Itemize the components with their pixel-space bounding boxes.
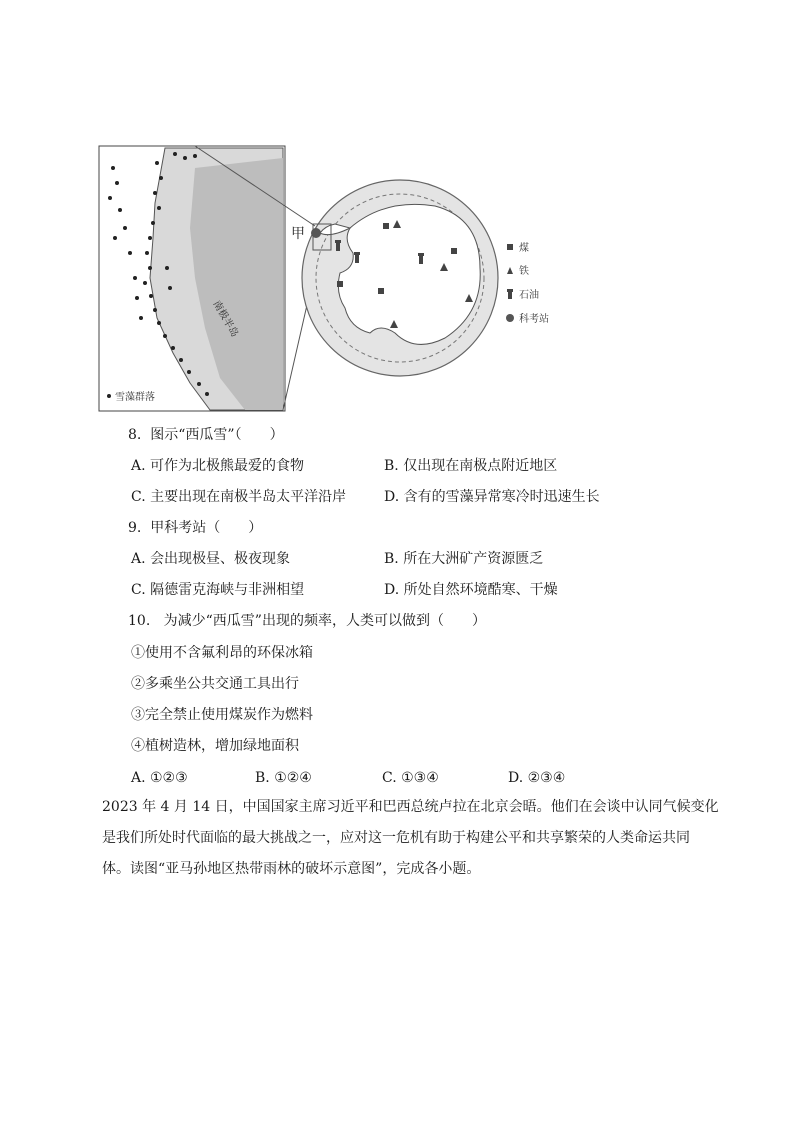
peninsula-label: 南极半岛 [210,299,240,340]
iron-icon [507,267,513,274]
map-legend [506,241,549,325]
station-icon [506,314,514,322]
question-stem: 甲科考站（ ） [150,520,263,536]
antarctica-map-figure [95,128,605,418]
q10-statement-4: ④植树造林，增加绿地面积 [131,738,299,754]
q10-option-c: C. ①③④ [382,770,439,786]
inset-legend-label: 雪藻群落 [115,392,155,403]
question-8-stem [128,425,284,445]
passage-line-1: 2023 年 4 月 14 日，中国国家主席习近平和巴西总统卢拉在北京会晤。他们在会谈中认同气候变化 [102,799,719,815]
legend-station: 科考站 [519,314,549,325]
passage-line-3: 体。读图“亚马孙地区热带雨林的破坏示意图”，完成各小题。 [102,861,481,877]
antarctica-continent [338,204,480,344]
question-10-stem [128,611,486,631]
question-stem: 为减少“西瓜雪”出现的频率，人类可以做到（ ） [163,613,486,629]
question-number: 10. [128,613,151,629]
q10-option-a: A. ①②③ [131,770,188,786]
q9-option-d: D. 所处自然环境酷寒、干燥 [384,582,558,598]
legend-coal: 煤 [519,243,529,254]
q10-statement-3: ③完全禁止使用煤炭作为燃料 [131,707,313,723]
q8-option-d: D. 含有的雪藻异常寒冷时迅速生长 [384,489,600,505]
question-number: 9. [128,520,142,536]
q10-statement-1: ①使用不含氟利昂的环保冰箱 [131,645,313,661]
question-9-stem [128,518,262,538]
question-number: 8. [128,427,142,443]
q10-option-d: D. ②③④ [508,770,566,786]
legend-iron: 铁 [519,266,529,277]
legend-oil: 石油 [519,290,539,301]
station-jia-marker [311,228,321,238]
passage-line-2: 是我们所处时代面临的最大挑战之一，应对这一危机有助于构建公平和共享繁荣的人类命运共同 [102,830,690,846]
q9-option-c: C. 隔德雷克海峡与非洲相望 [131,582,305,598]
q10-statement-2: ②多乘坐公共交通工具出行 [131,676,299,692]
q8-option-a: A. 可作为北极熊最爱的食物 [131,458,305,474]
q9-option-b: B. 所在大洲矿产资源匮乏 [384,551,544,567]
q8-option-b: B. 仅出现在南极点附近地区 [384,458,558,474]
q8-option-c: C. 主要出现在南极半岛太平洋沿岸 [131,489,347,505]
coal-icon [507,244,513,250]
q10-option-b: B. ①②④ [255,770,312,786]
station-jia-label: 甲 [291,226,305,242]
oil-icon [507,289,513,299]
q9-option-a: A. 会出现极昼、极夜现象 [131,551,291,567]
question-stem: 图示“西瓜雪”（ ） [150,427,284,443]
